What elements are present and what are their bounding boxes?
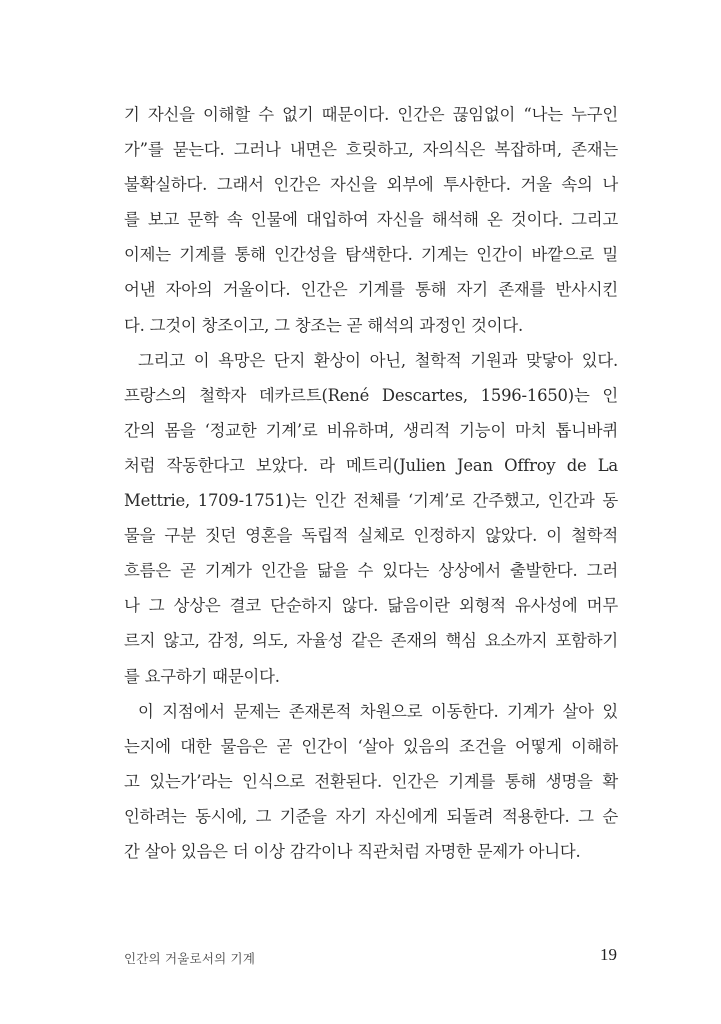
text-line-paragraph-start: 이 지점에서 문제는 존재론적 차원으로 이동한다. 기계가 살아 있: [138, 701, 618, 721]
text-line: 처럼 작동한다고 보았다. 라 메트리(Julien Jean Offroy de La: [124, 455, 618, 475]
text-line: 고 있는가’라는 인식으로 전환된다. 인간은 기계를 통해 생명을 확: [124, 771, 618, 791]
text-line: 가”를 묻는다. 그러나 내면은 흐릿하고, 자의식은 복잡하며, 존재는: [124, 140, 618, 160]
page-number: 19: [600, 945, 617, 964]
text-line: 흐름은 곧 기계가 인간을 닮을 수 있다는 상상에서 출발한다. 그러: [124, 561, 618, 581]
body-text: [124, 97, 618, 869]
text-line: 를 보고 문학 속 인물에 대입하여 자신을 해석해 온 것이다. 그리고: [124, 210, 618, 230]
text-line: 르지 않고, 감정, 의도, 자율성 같은 존재의 핵심 요소까지 포함하기: [124, 631, 618, 651]
text-line-paragraph-start: 그리고 이 욕망은 단지 환상이 아닌, 철학적 기원과 맞닿아 있다.: [138, 350, 618, 370]
text-line: 어낸 자아의 거울이다. 인간은 기계를 통해 자기 존재를 반사시킨: [124, 280, 618, 300]
text-line: 를 요구하기 때문이다.: [124, 666, 280, 686]
running-footer-title: 인간의 거울로서의 기계: [124, 951, 256, 966]
text-line: 는지에 대한 물음은 곧 인간이 ‘살아 있음의 조건을 어떻게 이해하: [124, 736, 618, 756]
text-line: 나 그 상상은 결코 단순하지 않다. 닮음이란 외형적 유사성에 머무: [124, 596, 618, 616]
text-line: Mettrie, 1709-1751)는 인간 전체를 ‘기계’로 간주했고, 인간과 동: [124, 491, 618, 511]
text-line: 간 살아 있음은 더 이상 감각이나 직관처럼 자명한 문제가 아니다.: [124, 841, 581, 861]
text-line: 이제는 기계를 통해 인간성을 탐색한다. 기계는 인간이 바깥으로 밀: [124, 245, 618, 265]
text-line: 인하려는 동시에, 그 기준을 자기 자신에게 되돌려 적용한다. 그 순: [124, 806, 618, 826]
text-line: 기 자신을 이해할 수 없기 때문이다. 인간은 끊임없이 “나는 누구인: [124, 105, 618, 124]
text-line: 다. 그것이 창조이고, 그 창조는 곧 해석의 과정인 것이다.: [124, 315, 524, 335]
text-line: 물을 구분 짓던 영혼을 독립적 실체로 인정하지 않았다. 이 철학적: [124, 526, 618, 546]
text-line: 불확실하다. 그래서 인간은 자신을 외부에 투사한다. 거울 속의 나: [124, 175, 618, 195]
text-line: 간의 몸을 ‘정교한 기계’로 비유하며, 생리적 기능이 마치 톱니바퀴: [124, 420, 618, 440]
text-line: 프랑스의 철학자 데카르트(René Descartes, 1596-1650)는 인: [124, 385, 618, 405]
